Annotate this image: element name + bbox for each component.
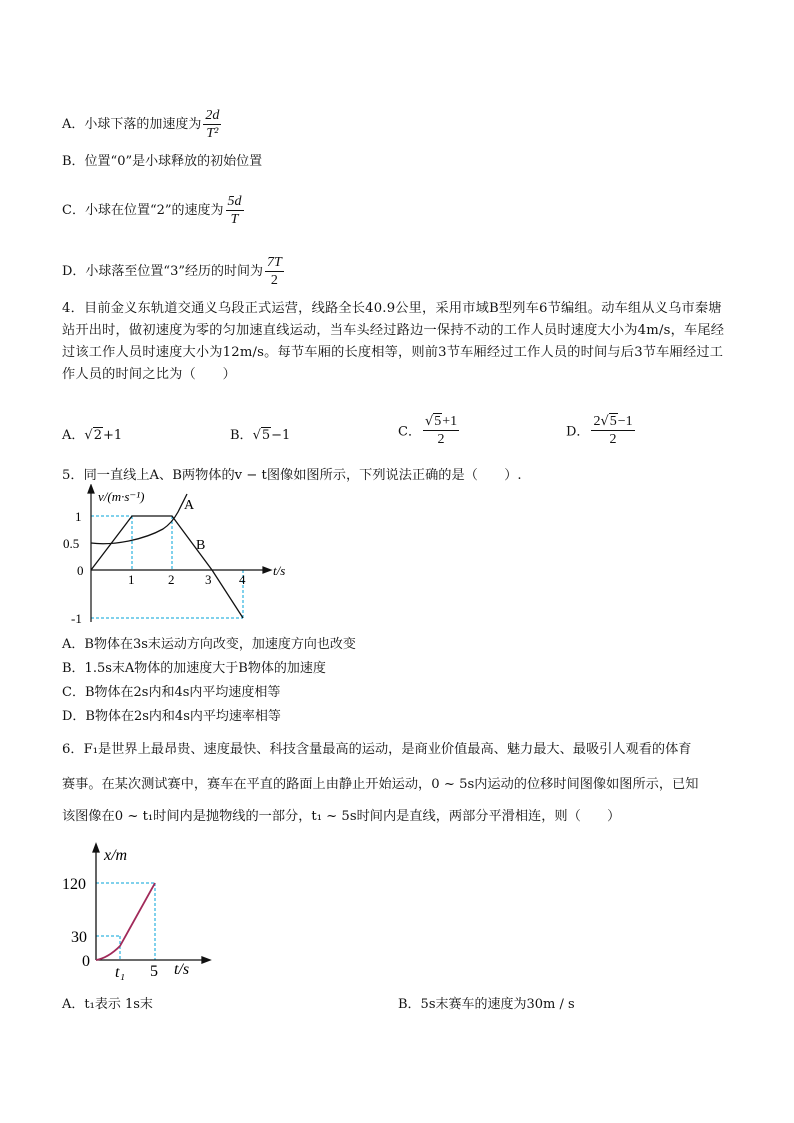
vt-tick-x4: 4	[239, 572, 246, 587]
q3-option-d-text: D．小球落至位置“3”经历的时间为	[62, 264, 263, 279]
q5-stem: 5．同一直线上A、B两物体的v − t图像如图所示，下列说法正确的是（ ）.	[62, 468, 522, 483]
q3-option-b: B．位置“0”是小球释放的初始位置	[62, 154, 263, 169]
xt-tick-y30: 30	[71, 929, 87, 946]
vt-graph	[60, 484, 310, 634]
vt-tick-x2: 2	[168, 572, 175, 587]
q4-stem	[62, 298, 734, 386]
fraction-denominator: T²	[206, 126, 219, 141]
numerator-rest: +1	[442, 414, 458, 429]
q6-stem-line-3: 该图像在0 ~ t₁时间内是抛物线的一部分，t₁ ~ 5s时间内是直线，两部分平滑相连，则（ ）	[62, 809, 621, 824]
xt-tick-x5: 5	[150, 963, 158, 980]
xt-tick-y0: 0	[82, 953, 90, 970]
xt-guides	[96, 883, 155, 960]
q3-option-d	[62, 255, 284, 288]
vt-x-arrow	[263, 567, 271, 573]
q3-option-a	[62, 108, 221, 141]
option-label: B．	[230, 428, 253, 443]
q6-option-a: A．t₁表示 1s末	[62, 997, 153, 1012]
sqrt-icon: √	[600, 414, 609, 429]
xt-graph	[58, 840, 218, 985]
vt-tick-y1: 1	[75, 509, 82, 524]
xt-x-arrow	[202, 957, 210, 963]
q4-option-c	[398, 413, 459, 447]
fraction-denominator: 2	[609, 432, 617, 447]
q6-option-b: B．5s末赛车的速度为30m / s	[398, 997, 575, 1012]
option-label: D．	[566, 424, 590, 440]
q5-option-b: B．1.5s末A物体的加速度大于B物体的加速度	[62, 661, 326, 676]
sqrt-icon: √	[424, 414, 434, 429]
vt-x-label: t/s	[273, 563, 286, 578]
vt-y-label: v/(m·s⁻¹)	[98, 489, 145, 504]
vt-series-a-label: A	[184, 498, 195, 513]
radicand: 5	[261, 428, 271, 443]
radicand: 5	[434, 414, 442, 429]
q4-option-c-fraction	[423, 413, 459, 447]
fraction-denominator: 2	[437, 432, 445, 447]
option-label: C．	[398, 424, 421, 440]
q3-option-c-fraction	[226, 194, 244, 227]
sqrt-icon: √	[252, 428, 261, 443]
fraction-numerator	[423, 413, 459, 431]
option-rest: +1	[102, 428, 123, 443]
xt-x-label: t/s	[174, 961, 190, 978]
q6-stem-line-1: 6．F₁是世界上最昂贵、速度最快、科技含量最高的运动，是商业价值最高、魅力最大、最吸引人观看的体育	[62, 742, 692, 757]
vt-tick-yneg1: -1	[71, 611, 82, 626]
fraction-numerator: 5d	[227, 194, 242, 209]
radicand: 5	[609, 414, 617, 429]
vt-tick-y0: 0	[77, 563, 84, 578]
q4-option-a	[62, 424, 122, 443]
q5-option-c: C．B物体在2s内和4s内平均速度相等	[62, 685, 281, 700]
fraction-numerator: 7T	[267, 255, 282, 270]
fraction-numerator: 2d	[205, 108, 220, 123]
q4-number: 4．	[62, 301, 84, 316]
fraction-denominator: 2	[270, 273, 278, 288]
q4-option-b	[230, 424, 290, 443]
vt-tick-x3: 3	[205, 572, 212, 587]
xt-tick-y120: 120	[62, 876, 86, 893]
q4-option-d-fraction	[591, 413, 634, 447]
fraction-denominator: T	[230, 212, 239, 227]
q3-option-c	[62, 194, 244, 227]
q5-option-a: A．B物体在3s末运动方向改变，加速度方向也改变	[62, 637, 356, 652]
q3-option-d-fraction	[265, 255, 284, 288]
vt-tick-y05: 0.5	[63, 536, 80, 551]
q3-option-a-fraction	[203, 108, 221, 141]
xt-series-curve	[96, 883, 155, 960]
fraction-numerator	[591, 413, 634, 431]
q6-stem-line-2: 赛事。在某次测试赛中，赛车在平直的路面上由静止开始运动，0 ~ 5s内运动的位移时间图像如图所示，已知	[62, 777, 699, 792]
vt-y-arrow	[88, 485, 94, 493]
vt-series-b	[91, 516, 243, 618]
option-label: A．	[62, 428, 85, 443]
xt-y-arrow	[93, 844, 99, 852]
q4-option-d	[566, 413, 635, 447]
sqrt-icon: √	[84, 428, 93, 443]
vt-axes	[88, 485, 271, 622]
vt-tick-x1: 1	[128, 572, 135, 587]
q3-option-c-text: C．小球在位置“2”的速度为	[62, 203, 224, 218]
q4-stem-text: 目前金义东轨道交通义乌段正式运营，线路全长40.9公里，采用市域B型列车6节编组。动车组从义乌市秦塘站开出时，做初速度为零的匀加速直线运动，当车头经过路边一保持不动的工作人员时速度大小为4m/s，车尾经过该工作人员时速度大小为12m/s。每节车厢的长度相等，则前3节车厢经过工作人员的时间与后3节车厢经过工作人员的时间之比为（ ）	[62, 301, 725, 382]
q5-option-d: D．B物体在2s内和4s内平均速率相等	[62, 709, 281, 724]
vt-guides	[91, 516, 243, 618]
q3-option-a-text: A．小球下落的加速度为	[62, 117, 202, 132]
xt-tick-t1: t₁	[115, 964, 126, 981]
vt-series-b-label: B	[196, 538, 206, 553]
xt-y-label: x/m	[104, 847, 128, 864]
numerator-rest: −1	[617, 414, 633, 429]
numerator-coefficient: 2	[593, 414, 601, 429]
option-rest: −1	[271, 428, 291, 443]
radicand: 2	[93, 428, 102, 443]
